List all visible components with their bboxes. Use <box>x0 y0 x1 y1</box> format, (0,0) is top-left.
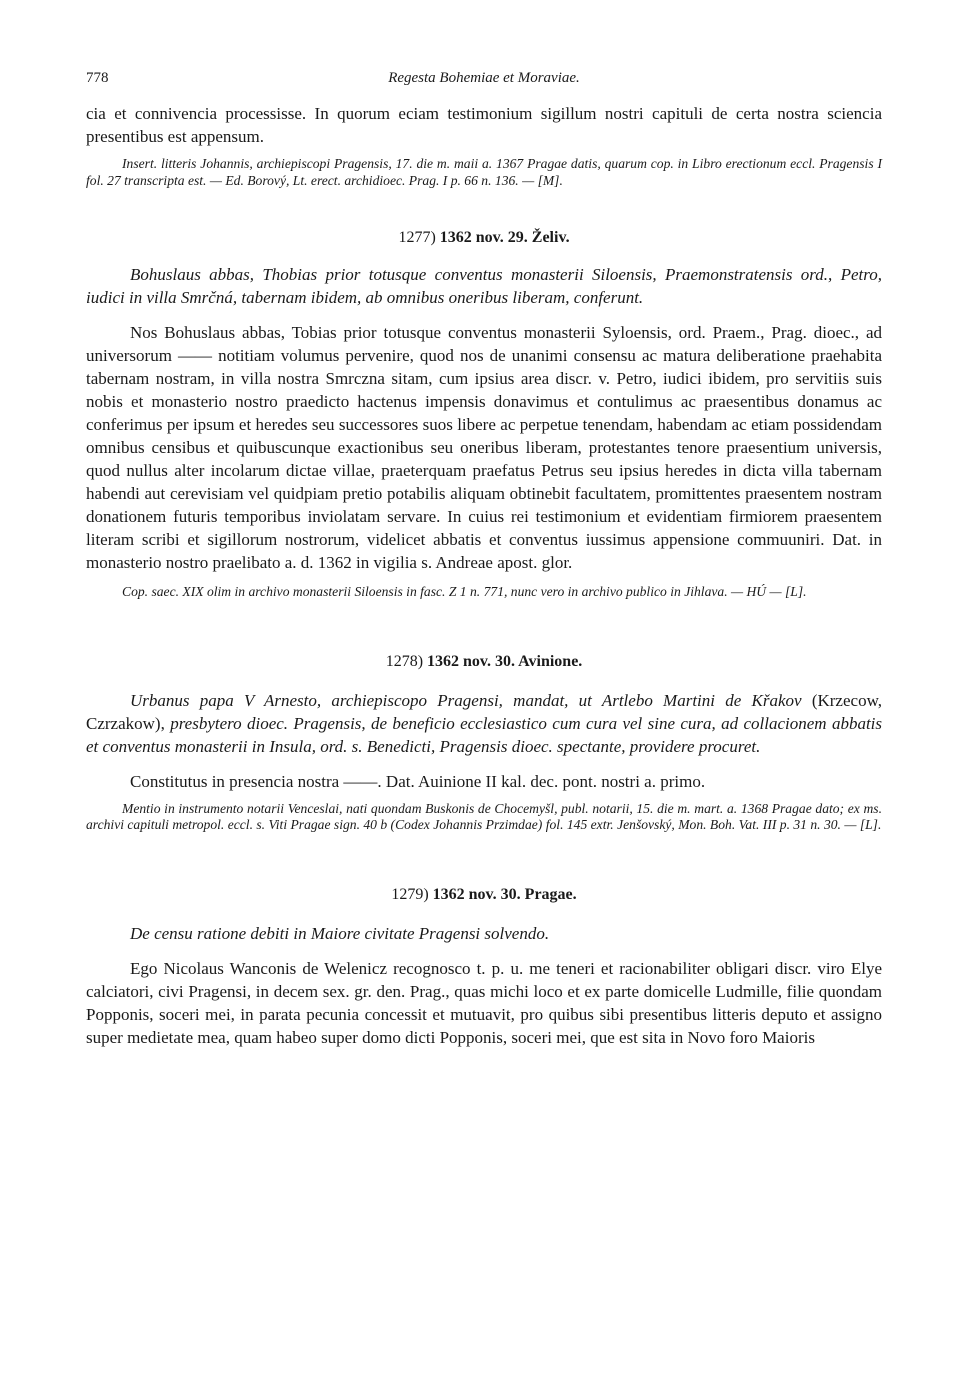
regest-part-b: (Krzecow, Czrzakow), <box>86 690 882 733</box>
entry-heading-1277 <box>86 229 882 247</box>
entry-text: Constitutus in presencia nostra ——. Dat. Auinione II kal. dec. pont. nostri a. primo. <box>130 771 706 791</box>
entry-date-place: 1362 nov. 30. Pragae. <box>432 885 577 903</box>
entry-text: Ego Nicolaus Wanconis de Welenicz recognosco t. p. u. me teneri et racionabiliter obligari discr. viro Elye calciatori, civi Pragensi, in decem sex. gr. den. Prag., quas michi loco et ex parte domicelle Ludmille, filie quondam Popponis, soceri mei, in parata pecunia concessit et mutuavit, pro quibus sibi presentibus litteris deputo et assigno super medietate mea, quam habeo super domo dicti Popponis, soceri mei, que est sita in Novo foro Maioris <box>86 958 882 1047</box>
regest-part-a: Urbanus papa V Arnesto, archiepiscopo Pragensi, mandat, ut Artlebo Martini de Křakov <box>130 690 802 710</box>
entry-date-place: 1362 nov. 29. Želiv. <box>439 229 570 247</box>
entry-number: 1278) <box>385 652 424 670</box>
entry-number: 1277) <box>398 229 436 247</box>
running-title: Regesta Bohemiae et Moraviae. <box>388 70 580 86</box>
entry-text: Nos Bohuslaus abbas, Tobias prior totusque conventus monasterii Syloensis, ord. Praem., Prag. dioec., ad universorum —— notitiam volumus pervenire, quod nos de unanimi consensu ac matura deliberatione praehabita tabernam nostram, in villa nostra Smrczna sitam, cum ipsius area discr. v. Petro, iudici ibidem, pro servitiis suis nobis et monasterio nostro praedicto hactenus impensis donavimus et contulimus ac praesentibus donamus ac conferimus per ipsum et heredes seu successores suos libere ac perpetue tenendam, habendam ac etiam possidendam omnibus censibus et quibuscunque exactionibus seu oneribus liberam, protestantes tenore praesentium universis, quod nullus alter incolarum dictae villae, praeterquam praefatus Petrus seu ipsius heredes in dicta villa tabernam habendi aut cerevisiam vel quidpiam pretio potabilis aliquam obtinebit facultatem, promittentes praesentem nostram donationem futuris temporibus inviolatam servare. In cuius rei testimonium et evidentiam firmiorem praesentem literam scribi et sigillorum nostrorum, videlicet abbatis et conventus iussimus appensione commuuniri. Dat. in monasterio nostro praelibato a. d. 1362 in vigilia s. Andreae apost. glor. <box>86 323 882 573</box>
document-page <box>86 62 882 1049</box>
entry-date-place: 1362 nov. 30. Avinione. <box>427 652 583 670</box>
entry-note: Mentio in instrumento notarii Venceslai, nati quondam Buskonis de Chocemyšl, publ. notarii, 15. die m. mart. a. 1368 Pragae dato; ex ms. archivi capituli metropol. eccl. s. Viti Pragae sign. 40 b (Codex Johannis Przimdae) fol. 145 extr. Jenšovský, Mon. Boh. Vat. III p. 31 n. 30. — [L]. <box>86 800 882 833</box>
page-number: 778 <box>86 70 109 86</box>
regest-part-c: presbytero dioec. Pragensis, de beneficio ecclesiastico cum cura vel sine cura, ad collacionem abbatis et conventus monasterii in Insula, ord. s. Benedicti, Pragensis dioec. spectante, providere procuret. <box>86 713 882 756</box>
prev-entry-text: cia et connivencia processisse. In quorum eciam testimonium sigillum nostri capituli de certa nostra sciencia presentibus est appensum. <box>86 104 882 146</box>
entry-heading-1278 <box>86 653 882 671</box>
entry-heading-1279 <box>86 886 882 904</box>
entry-regest: Bohuslaus abbas, Thobias prior totusque conventus monasterii Siloensis, Praemonstratensis ord., Petro, iudici in villa Smrčná, tabernam ibidem, ab omnibus oneribus liberam, conferunt. <box>86 265 882 308</box>
entry-number: 1279) <box>391 885 429 903</box>
entry-note: Cop. saec. XIX olim in archivo monasterii Siloensis in fasc. Z 1 n. 771, nunc vero in archivo publico in Jihlava. — HÚ — [L]. <box>122 584 807 600</box>
entry-regest: De censu ratione debiti in Maiore civitate Pragensi solvendo. <box>130 923 550 943</box>
running-header <box>86 62 882 102</box>
entry-regest <box>86 689 882 758</box>
prev-entry-note: Insert. litteris Johannis, archiepiscopi Pragensis, 17. die m. maii a. 1367 Pragae datis, quarum cop. in Libro erectionum eccl. Pragensis I fol. 27 transcripta est. — Ed. Borový, Lt. erect. archidioec. Prag. I p. 66 n. 136. — [M]. <box>86 156 882 188</box>
